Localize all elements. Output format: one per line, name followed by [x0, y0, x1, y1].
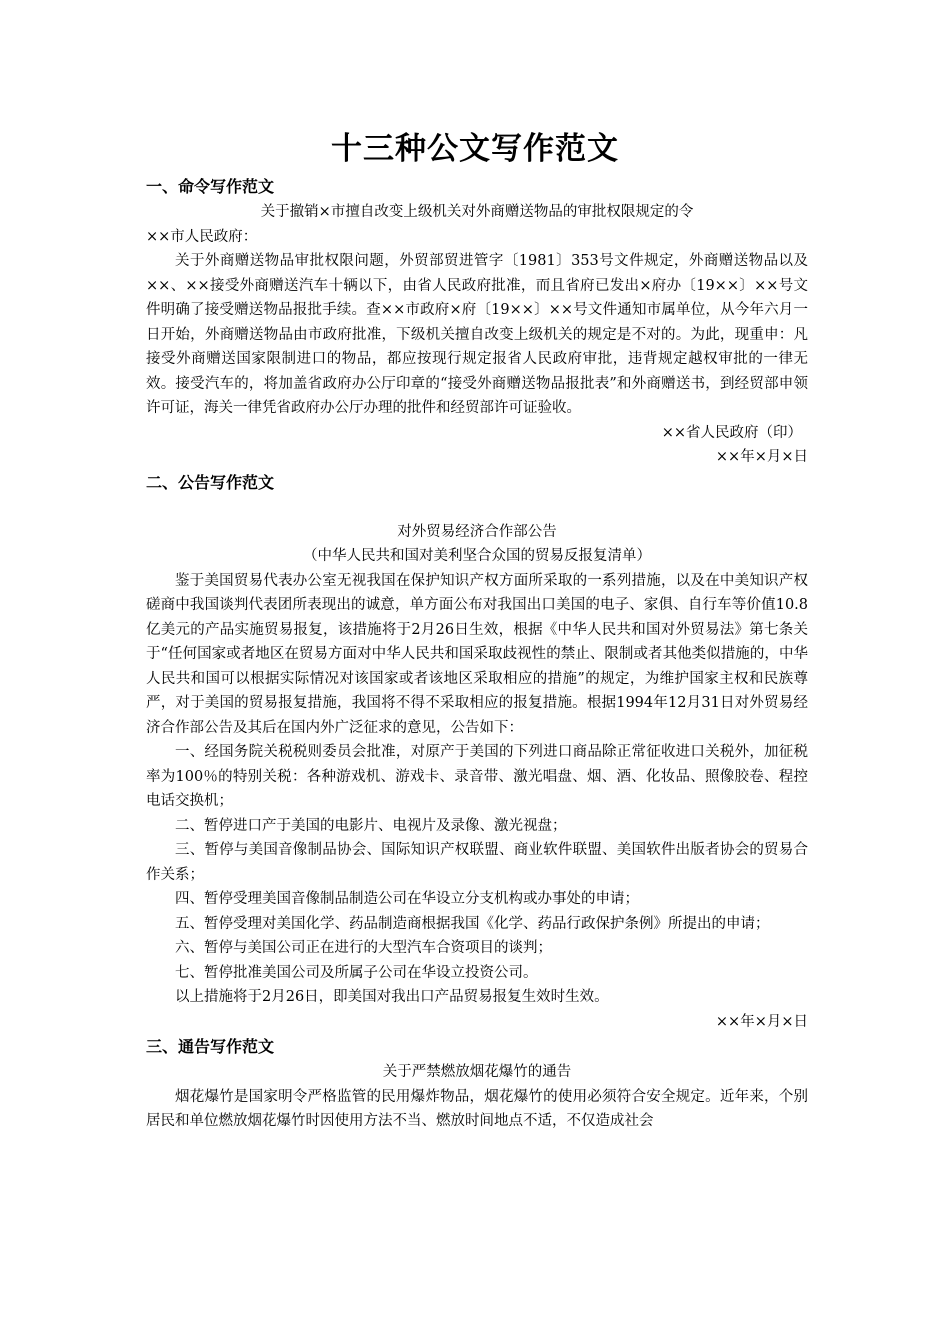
paragraph: 以上措施将于2月26日，即美国对我出口产品贸易报复生效时生效。: [175, 989, 609, 1005]
section-subtitle: 对外贸易经济合作部公告: [397, 523, 557, 540]
addressee: ××市人民政府：: [146, 228, 258, 245]
paragraph: 关于外商赠送物品审批权限问题，外贸部贸进管字〔1981〕353号文件规定，外商赠送物品以及××、××接受外商赠送汽车十辆以下，由省人民政府批准，而且省府已发出×府办〔19××〕××号文件明确了接受赠送物品报批手续。查××市政府×府〔19××〕××号文件通知市属单位，从今年六月一日开始，外商赠送物品由市政府批准，下级机关擅自改变上级机关的规定是不对的。为此，现重申：凡接受外商赠送国家限制进口的物品，都应按现行规定报省人民政府审批，违背规定越权审批的一律无效。接受汽车的，将加盖省政府办公厅印章的“接受外商赠送物品报批表”和外商赠送书，到经贸部申领许可证，海关一律凭省政府办公厅办理的批件和经贸部许可证验收。: [146, 253, 808, 416]
list-item: 一、经国务院关税税则委员会批准，对原产于美国的下列进口商品除正常征收进口关税外，加征税率为100％的特别关税：各种游戏机、游戏卡、录音带、激光唱盘、烟、酒、化妆品、照像胶卷、程控电话交换机；: [146, 744, 808, 809]
paragraph: 烟花爆竹是国家明令严格监管的民用爆炸物品，烟花爆竹的使用必须符合安全规定。近年来，个别居民和单位燃放烟花爆竹时因使用方法不当、燃放时间地点不适，不仅造成社会: [146, 1088, 808, 1129]
list-item: 六、暂停与美国公司正在进行的大型汽车合资项目的谈判；: [175, 940, 552, 956]
list-item: 三、暂停与美国音像制品协会、国际知识产权联盟、商业软件联盟、美国软件出版者协会的贸易合作关系；: [146, 842, 808, 883]
document-body: [146, 174, 808, 1134]
paragraph: 鉴于美国贸易代表办公室无视我国在保护知识产权方面所采取的一系列措施，以及在中美知识产权磋商中我国谈判代表团所表现出的诚意，单方面公布对我国出口美国的电子、家俱、自行车等价值10.8亿美元的产品实施贸易报复，该措施将于2月26日生效，根据《中华人民共和国对外贸易法》第七条关于“任何国家或者地区在贸易方面对中华人民共和国采取歧视性的禁止、限制或者其他类似措施的，中华人民共和国可以根据实际情况对该国家或者该地区采取相应的措施”的规定，为维护国家主权和民族尊严，对于美国的贸易报复措施，我国将不得不采取相应的报复措施。根据1994年12月31日对外贸易经济合作部公告及其后在国内外广泛征求的意见，公告如下：: [146, 572, 808, 736]
section-heading-notice: 三、通告写作范文: [146, 1037, 275, 1056]
list-item: 七、暂停批准美国公司及所属子公司在华设立投资公司。: [175, 964, 538, 981]
section-subtitle: 关于严禁燃放烟花爆竹的通告: [382, 1064, 572, 1080]
list-item: 二、暂停进口产于美国的电影片、电视片及录像、激光视盘；: [175, 817, 567, 834]
date: ××年×月×日: [715, 1013, 808, 1030]
list-item: 五、暂停受理对美国化学、药品制造商根据我国《化学、药品行政保护条例》所提出的申请；: [175, 915, 770, 932]
section-subtitle-secondary: （中华人民共和国对美利坚合众国的贸易反报复清单）: [303, 548, 651, 564]
signature: ××省人民政府（印）: [661, 424, 802, 441]
date: ××年×月×日: [715, 449, 808, 465]
document-title: 十三种公文写作范文: [331, 131, 619, 167]
section-heading-command: 一、命令写作范文: [146, 177, 275, 196]
list-item: 四、暂停受理美国音像制品制造公司在华设立分支机构或办事处的申请；: [175, 891, 639, 907]
section-subtitle: 关于撤销×市擅自改变上级机关对外商赠送物品的审批权限规定的令: [260, 204, 694, 220]
section-heading-announcement: 二、公告写作范文: [146, 472, 275, 492]
